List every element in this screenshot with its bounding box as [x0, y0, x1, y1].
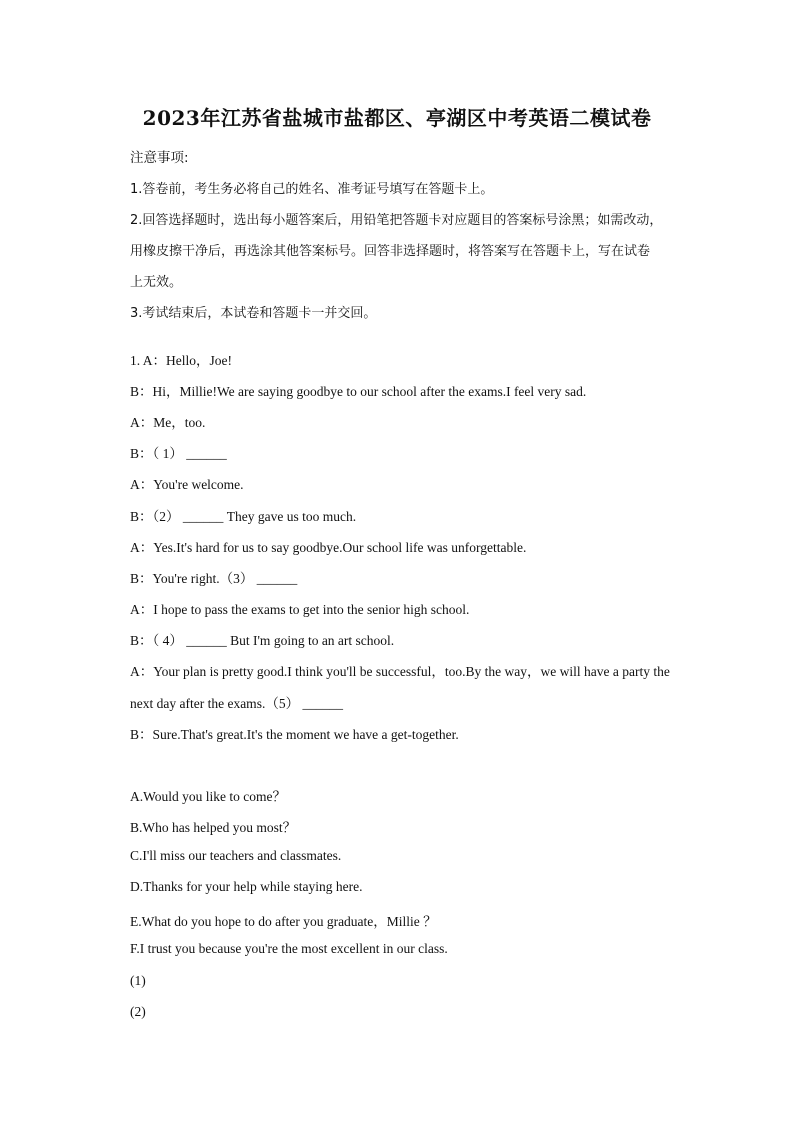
notice-heading: 注意事项:	[130, 150, 189, 166]
option-item: D.Thanks for your help while staying here.	[130, 879, 363, 894]
dialogue-line: B：（ 4） ______ But I'm going to an art school.	[130, 633, 395, 648]
dialogue-line: B：Sure.That's great.It's the moment we have a get-together.	[130, 727, 459, 742]
dialogue-line: B：You're right.（3） ______	[130, 571, 298, 586]
notice-item: 3.考试结束后，本试卷和答题卡一并交回。	[130, 306, 377, 321]
dialogue-line: B：（ 1） ______	[130, 446, 227, 461]
notice-item: 1.答卷前，考生务必将自己的姓名、准考证号填写在答题卡上。	[130, 182, 494, 197]
notice-item: 2.回答选择题时，选出每小题答案后，用铅笔把答题卡对应题目的答案标号涂黑；如需改动，	[130, 213, 663, 228]
dialogue-line: A：Your plan is pretty good.I think you'll be successful，too.By the way，we will have a party the	[130, 664, 670, 679]
option-item: C.I'll miss our teachers and classmates.	[130, 848, 342, 863]
page-title: 2023年江苏省盐城市盐都区、亭湖区中考英语二模试卷	[142, 106, 652, 130]
dialogue-line: A：I hope to pass the exams to get into the senior high school.	[130, 602, 470, 617]
dialogue-line: A：Yes.It's hard for us to say goodbye.Our school life was unforgettable.	[130, 540, 527, 555]
dialogue-line: B：（2） ______ They gave us too much.	[130, 509, 357, 524]
dialogue-line: A：Me，too.	[130, 415, 206, 430]
dialogue-line: next day after the exams.（5） ______	[130, 696, 343, 711]
answer-slot: (1)	[130, 973, 146, 988]
option-item: B.Who has helped you most？	[130, 820, 297, 835]
option-item: E.What do you hope to do after you graduate，Millie ？	[130, 914, 437, 929]
notice-item: 上无效。	[130, 275, 183, 290]
notice-item: 用橡皮擦干净后，再选涂其他答案标号。回答非选择题时，将答案写在答题卡上，写在试卷	[130, 244, 651, 259]
answer-slot: (2)	[130, 1004, 146, 1019]
dialogue-line: B：Hi，Millie!We are saying goodbye to our school after the exams.I feel very sad.	[130, 384, 587, 399]
dialogue-line: A：You're welcome.	[130, 477, 244, 492]
dialogue-line: 1. A：Hello，Joe!	[130, 353, 232, 368]
option-item: F.I trust you because you're the most excellent in our class.	[130, 941, 448, 956]
option-item: A.Would you like to come？	[130, 789, 287, 804]
